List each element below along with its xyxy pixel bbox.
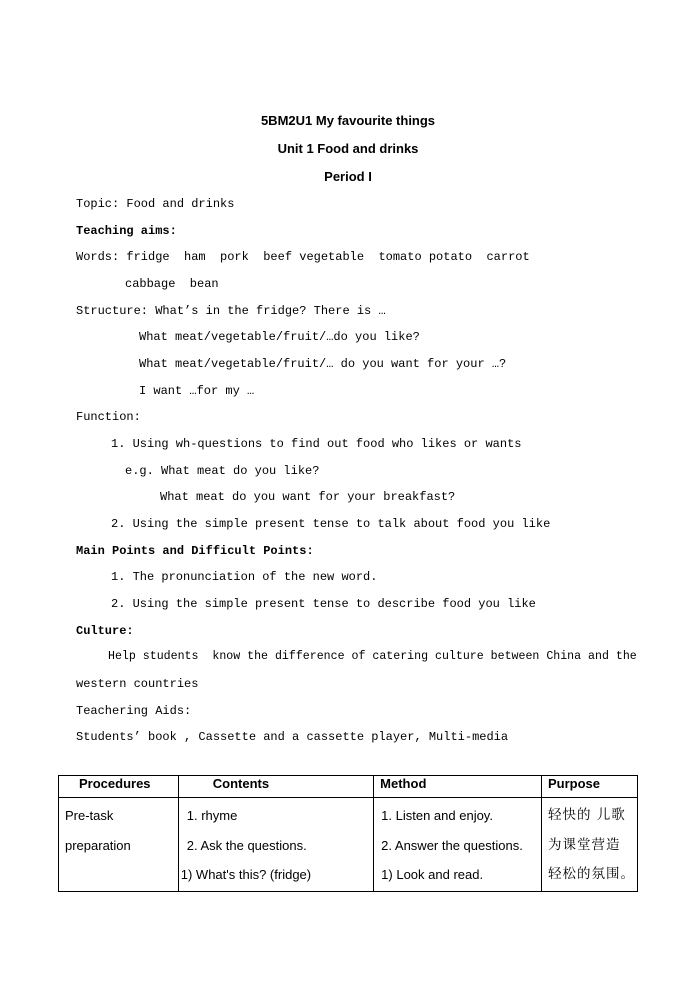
header-purpose: Purpose — [542, 776, 638, 798]
main-points-item-2: 2. Using the simple present tense to describe food you like — [111, 597, 536, 611]
contents-cell — [178, 798, 373, 892]
unit-title: Unit 1 Food and drinks — [277, 141, 419, 156]
function-item-2: 2. Using the simple present tense to talk about food you like — [111, 517, 551, 531]
method-cell — [374, 798, 542, 892]
method-line-2: 2. Answer the questions. — [381, 837, 523, 853]
purpose-line-3: 轻松的氛围。 — [548, 866, 635, 882]
function-example-1: e.g. What meat do you like? — [125, 464, 320, 478]
words-line-2: cabbage bean — [125, 277, 219, 291]
table-row — [59, 798, 638, 892]
culture-line-1: Help students know the difference of catering culture between China and the — [108, 650, 637, 663]
header-contents: Contents — [178, 776, 373, 798]
contents-line-1: 1. rhyme — [186, 808, 238, 823]
contents-line-2: 2. Ask the questions. — [186, 837, 307, 853]
structure-line-4: I want …for my … — [139, 384, 255, 398]
function-item-1: 1. Using wh-questions to find out food who likes or wants — [111, 437, 522, 451]
teaching-aims-heading: Teaching aims: — [76, 224, 177, 238]
teaching-aids-text: Students’ book , Cassette and a cassette player, Multi-media — [76, 730, 509, 744]
procedure-cell — [59, 798, 179, 892]
period-title: Period I — [324, 169, 372, 184]
structure-line-3: What meat/vegetable/fruit/… do you want for your …? — [139, 357, 507, 371]
teaching-aids-heading: Teachering Aids: — [76, 704, 192, 718]
procedure-line-1: Pre-task — [65, 808, 114, 823]
words-line-1: Words: fridge ham pork beef vegetable tomato potato carrot — [76, 250, 530, 264]
structure-line-1: Structure: What’s in the fridge? There is … — [76, 304, 386, 318]
function-example-2: What meat do you want for your breakfast? — [160, 490, 456, 504]
culture-line-2: western countries — [76, 677, 199, 691]
contents-line-3: 1) What's this? (fridge) — [180, 867, 312, 882]
purpose-line-2: 为课堂营造 — [548, 836, 621, 853]
header-procedures: Procedures — [59, 776, 179, 798]
main-points-heading: Main Points and Difficult Points: — [76, 544, 314, 558]
culture-heading: Culture: — [76, 624, 134, 638]
main-points-item-1: 1. The pronunciation of the new word. — [111, 570, 378, 584]
header-method: Method — [374, 776, 542, 798]
procedures-table — [58, 775, 638, 892]
function-heading: Function: — [76, 410, 141, 424]
purpose-cell — [542, 798, 638, 892]
structure-line-2: What meat/vegetable/fruit/…do you like? — [139, 330, 420, 344]
table-header-row — [59, 776, 638, 798]
unit-code-title: 5BM2U1 My favourite things — [260, 113, 436, 128]
method-line-1: 1. Listen and enjoy. — [381, 808, 493, 823]
purpose-line-1: 轻快的 儿歌 — [548, 807, 626, 823]
method-line-3: 1) Look and read. — [381, 867, 484, 882]
procedure-line-2: preparation — [65, 837, 131, 853]
topic-line: Topic: Food and drinks — [76, 197, 235, 211]
